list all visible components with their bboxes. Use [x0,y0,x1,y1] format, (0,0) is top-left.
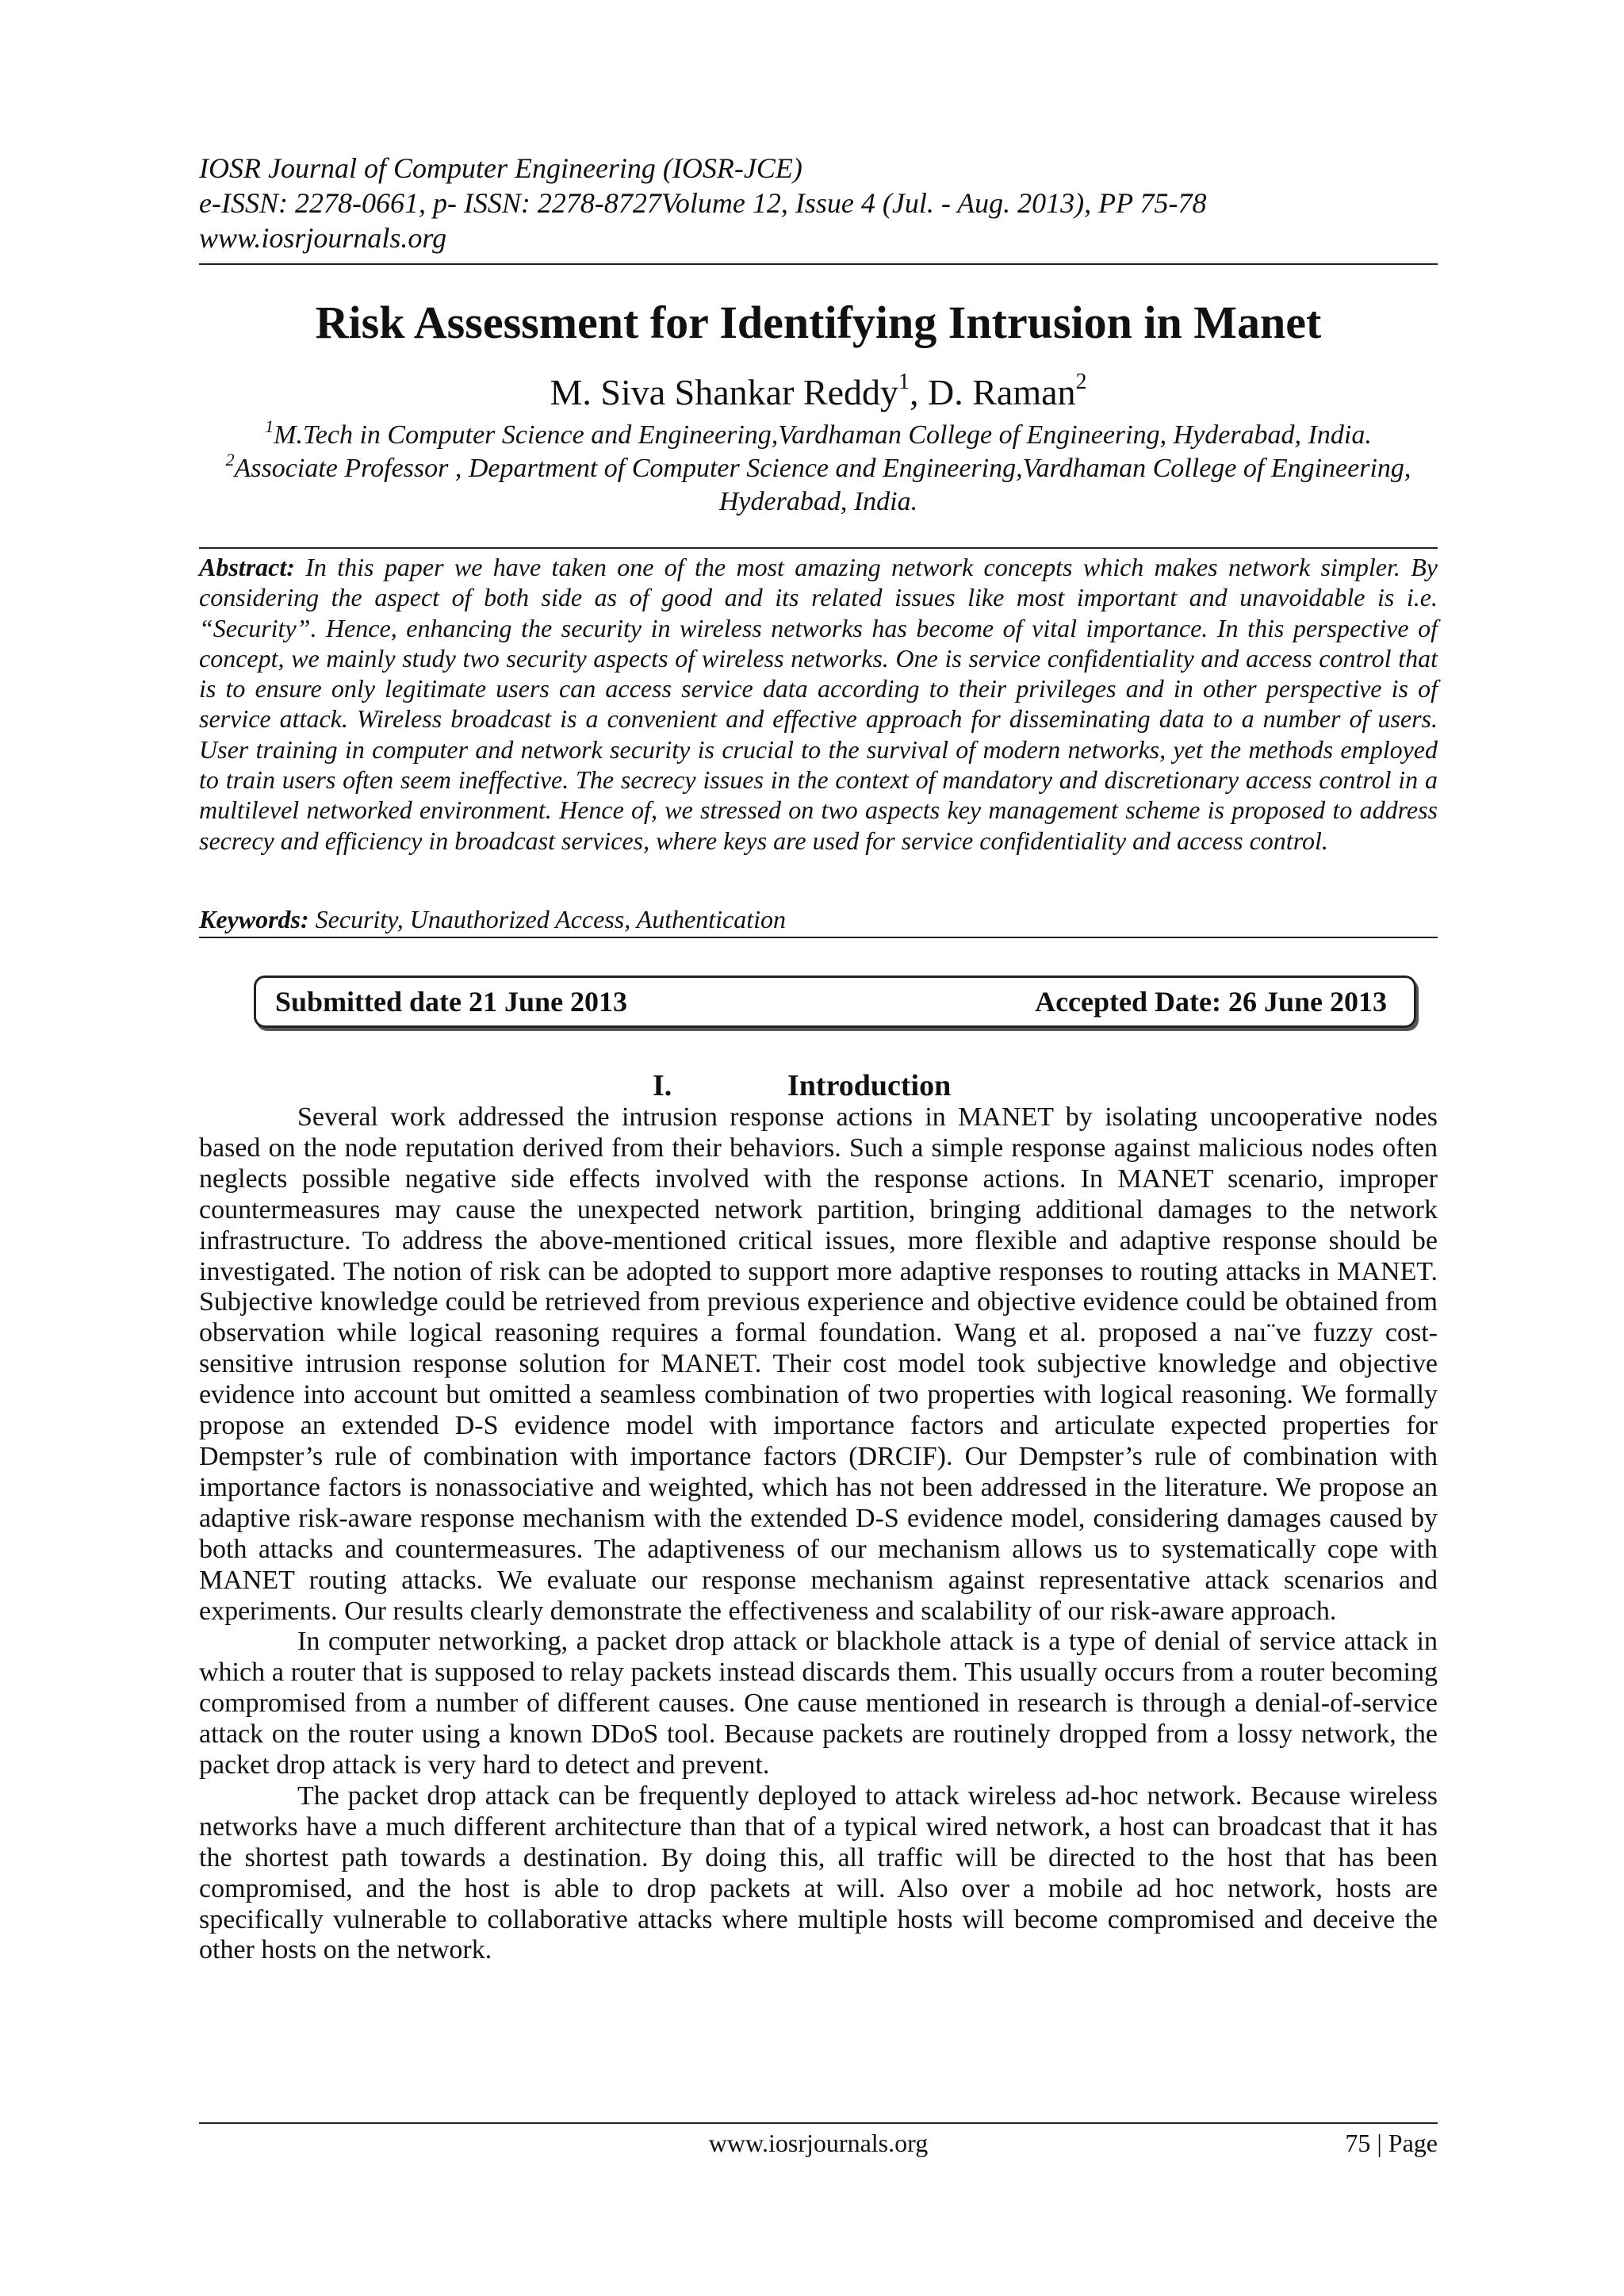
affiliation-1: $^1$M.Tech in Computer Science and Engineering,Vardhaman College of Engineering, Hyderabad, India. [265,416,1372,450]
author-list [199,370,1438,416]
submission-dates-box [254,976,1416,1028]
keywords-text: Security, Unauthorized Access, Authentication [308,905,787,933]
section-title: Introduction [787,1069,952,1102]
keywords-label: Keywords: [199,905,309,933]
abstract-divider-top [199,547,1438,549]
journal-issn-volume: e-ISSN: 2278-0661, p- ISSN: 2278-8727Volume 12, Issue 4 (Jul. - Aug. 2013), PP 75-78 [199,187,1207,219]
submitted-date: Submitted date 21 June 2013 [275,986,628,1018]
paragraph: The packet drop attack can be frequently deployed to attack wireless ad-hoc network. Because wireless networks have a much different architecture than that of a typical wired network, a host can broadcast that it has the shortest path towards a destination. By doing this, all traffic will be directed to the host that has been compromised, and the host is able to drop packets at will. Also over a mobile ad hoc network, hosts are specifically vulnerable to collaborative attacks where multiple hosts will become compromised and deceive the other hosts on the network. [199,1780,1438,1965]
accepted-date: Accepted Date: 26 June 2013 [1035,986,1387,1018]
journal-website: www.iosrjournals.org [199,222,447,254]
author-affiliation-mark: 2 [1075,370,1087,394]
paragraph: Several work addressed the intrusion response actions in MANET by isolating uncooperative nodes based on the node reputation derived from their behaviors. Such a simple response against malicious nodes often neglects possible negative side effects involved with the response actions. In MANET scenario, improper countermeasures may cause the unexpected network partition, bringing additional damages to the network infrastructure. To address the above-mentioned critical issues, more flexible and adaptive response should be investigated. The notion of risk can be adopted to support more adaptive responses to routing attacks in MANET. Subjective knowledge could be retrieved from previous experience and objective evidence could be obtained from observation while logical reasoning requires a formal foundation. Wang et al. proposed a naı¨ve fuzzy cost-sensitive intrusion response solution for MANET. Their cost model took subjective knowledge and objective evidence into account but omitted a seamless combination of two properties with logical reasoning. We formally propose an extended D-S evidence model with importance factors and articulate expected properties for Dempster’s rule of combination with importance factors (DRCIF). Our Dempster’s rule of combination with importance factors is nonassociative and weighted, which has not been addressed in the literature. We propose an adaptive risk-aware response mechanism with the extended D-S evidence model, considering damages caused by both attacks and countermeasures. The adaptiveness of our mechanism allows us to systematically cope with MANET routing attacks. We evaluate our response mechanism against representative attack scenarios and experiments. Our results clearly demonstrate the effectiveness and scalability of our risk-aware approach. [199,1102,1438,1626]
paper-title: Risk Assessment for Identifying Intrusion in Manet [315,297,1322,348]
keywords [199,904,1438,934]
abstract-text: In this paper we have taken one of the most amazing network concepts which makes network simpler. By considering the aspect of both side as of good and its related issues like most important and unavoidable is i.e. “Security”. Hence, enhancing the security in wireless networks has become of vital importance. In this perspective of concept, we mainly study two security aspects of wireless networks. One is service confidentiality and access control that is to ensure only legitimate users can access service data according to their privileges and in other perspective is of service attack. Wireless broadcast is a convenient and effective approach for disseminating data to a number of users. User training in computer and network security is crucial to the survival of modern networks, yet the methods employed to train users often seem ineffective. The secrecy issues in the context of mandatory and discretionary access control in a multilevel networked environment. Hence of, we stressed on two aspects key management scheme is proposed to address secrecy and efficiency in broadcast services, where keys are used for service confidentiality and access control. [199,553,1438,855]
author-separator: , [910,372,928,412]
journal-name: IOSR Journal of Computer Engineering (IOSR-JCE) [199,152,802,184]
affiliation-2-continued: Hyderabad, India. [718,487,918,516]
author-name: D. Raman [928,372,1076,412]
affiliation-mark: 1 [265,416,274,436]
affiliation-mark: 2 [225,450,235,470]
footer-divider [199,2122,1438,2124]
abstract [199,552,1438,856]
abstract-divider-bottom [199,937,1438,938]
abstract-label: Abstract: [199,553,295,581]
journal-header [199,151,1438,255]
footer-website: www.iosrjournals.org [708,2129,929,2157]
author-affiliation-mark: 1 [898,370,910,394]
affiliation-2: $^2$Associate Professor , Department of Computer Science and Engineering,Vardhaman College of Engineering, [225,450,1411,483]
affiliations [199,416,1438,519]
paragraph: In computer networking, a packet drop attack or blackhole attack is a type of denial of service attack in which a router that is supposed to relay packets instead discards them. This usually occurs from a router becoming compromised from a number of different causes. One cause mentioned in research is through a denial-of-service attack on the router using a known DDoS tool. Because packets are routinely dropped from a lossy network, the packet drop attack is very hard to detect and prevent. [199,1627,1438,1780]
header-divider [199,263,1438,265]
author-name: M. Siva Shankar Reddy [550,372,898,412]
body-text [199,1102,1438,1966]
page-number: 75 | Page [1345,2129,1438,2157]
section-number: I. [653,1069,672,1102]
